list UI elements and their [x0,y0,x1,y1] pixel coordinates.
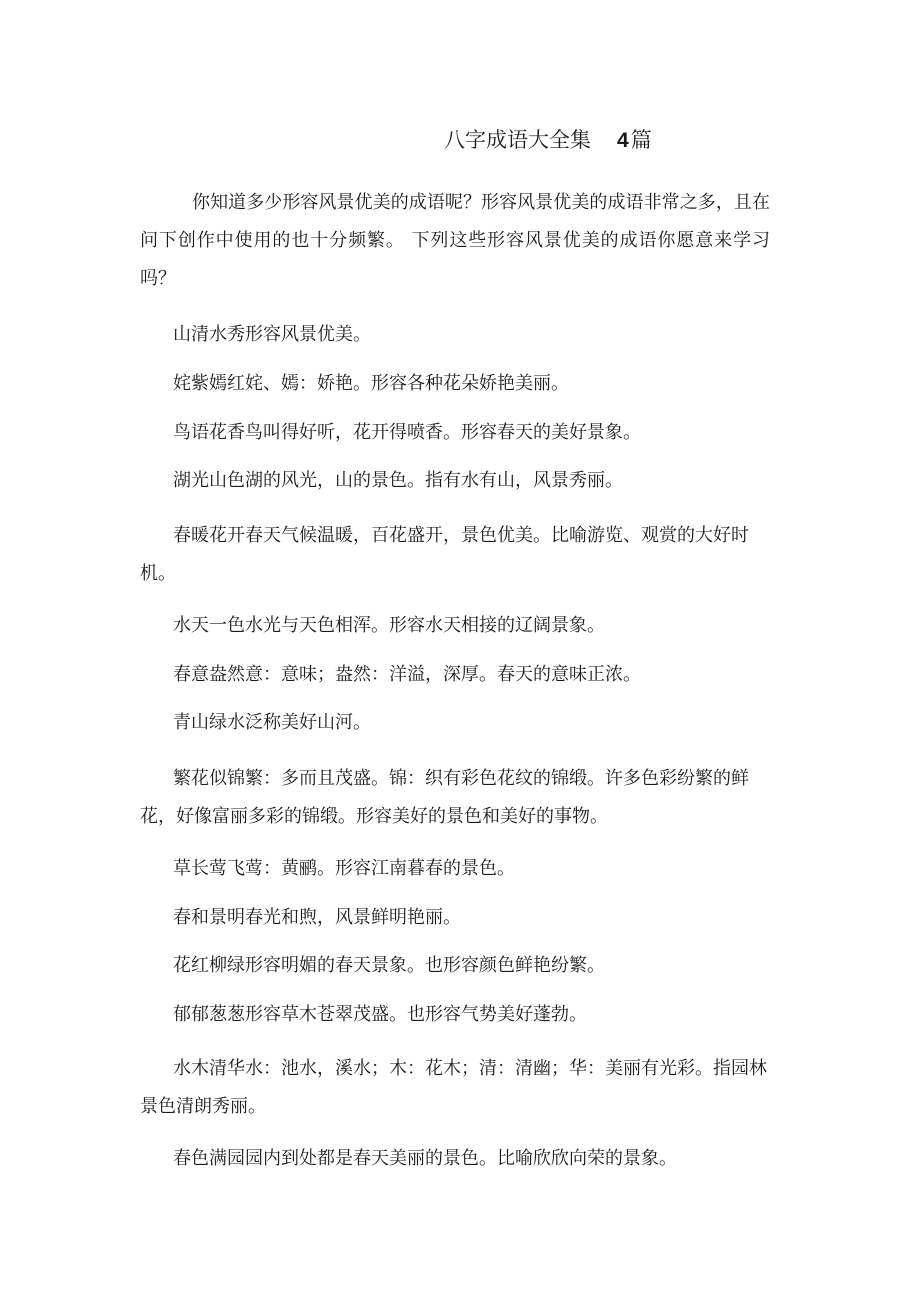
entry-10: 草长莺飞莺：黄鹂。形容江南暮春的景色。 [173,858,515,879]
entry-15: 春色满园园内到处都是春天美丽的景色。比喻欣欣向荣的景象。 [173,1148,677,1169]
entry-14: 水木清华水：池水，溪水；木：花木；清：清幽；华：美丽有光彩。指园林景色清朗秀丽。 [140,1058,767,1117]
entry-5: 春暖花开春天气候温暖，百花盛开，景色优美。比喻游览、观赏的大好时机。 [140,525,749,584]
entry-1: 山清水秀形容风景优美。 [173,324,371,345]
title-unit: 篇 [630,128,652,152]
entry-9: 繁花似锦繁：多而且茂盛。锦：织有彩色花纹的锦缎。许多色彩纷繁的鲜花，好像富丽多彩的锦缎。形容美好的景色和美好的事物。 [140,768,749,827]
entry-8: 青山绿水泛称美好山河。 [173,712,371,733]
title-text: 八字成语大全集 [444,128,591,152]
entry-6: 水天一色水光与天色相浑。形容水天相接的辽阔景象。 [173,615,605,636]
entry-11: 春和景明春光和煦，风景鲜明艳丽。 [173,907,461,928]
intro-paragraph: 你知道多少形容风景优美的成语呢？形容风景优美的成语非常之多，且在问下创作中使用的也十分频繁。 下列这些形容风景优美的成语你愿意来学习吗？ [140,192,770,289]
entry-2: 姹紫嫣红姹、嫣：娇艳。形容各种花朵娇艳美丽。 [173,373,569,394]
entry-3: 鸟语花香鸟叫得好听，花开得喷香。形容春天的美好景象。 [173,422,641,443]
page-title [444,124,652,154]
entry-13: 郁郁葱葱形容草木苍翠茂盛。也形容气势美好蓬勃。 [173,1004,587,1025]
entry-7: 春意盎然意：意味；盎然：洋溢，深厚。春天的意味正浓。 [173,664,641,685]
entry-12: 花红柳绿形容明媚的春天景象。也形容颜色鲜艳纷繁。 [173,955,605,976]
entry-4: 湖光山色湖的风光，山的景色。指有水有山，风景秀丽。 [173,470,623,491]
title-number: 4 [617,129,629,152]
